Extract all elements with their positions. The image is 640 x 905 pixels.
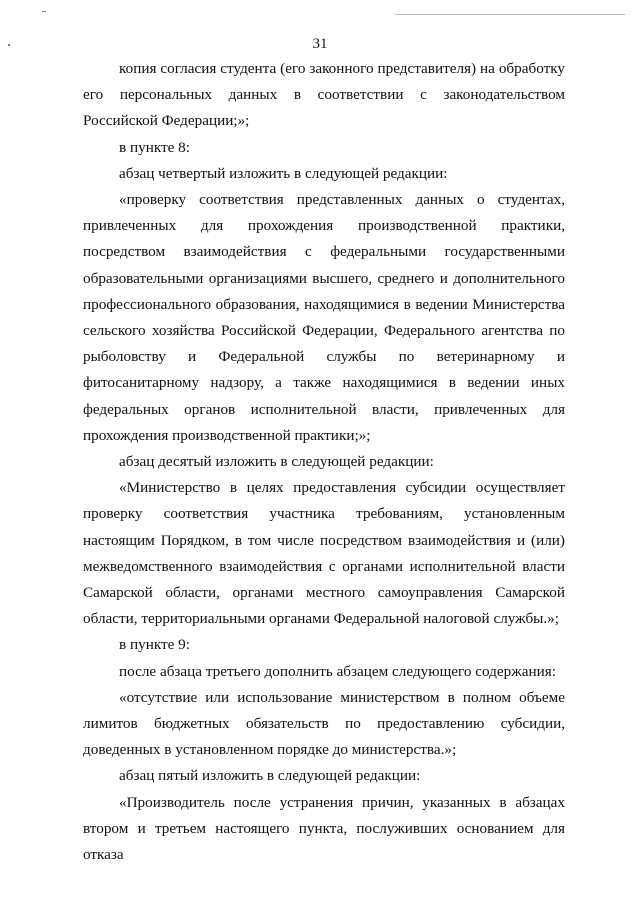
paragraph: «Министерство в целях предоставления субсидии осуществляет проверку соответствия участника требованиям, установленным настоящим Порядком, в том числе посредством взаимодействия и (или) межведомственного взаимодействия с органами исполнительной власти Самарской области, органами местного самоуправления Самарской области, территориальными органами Федеральной налоговой службы.»; (83, 479, 565, 628)
page-number: 31 (312, 36, 328, 52)
paragraph: абзац десятый изложить в следующей редакции: (119, 453, 434, 471)
paragraph: в пункте 9: (119, 636, 190, 654)
paragraph: «отсутствие или использование министерством в полном объеме лимитов бюджетных обязательств по предоставлению субсидии, доведенных в установленном порядке до министерства.»; (83, 688, 565, 759)
scan-artifact-line (42, 11, 46, 12)
paragraph: «Производитель после устранения причин, указанных в абзацах втором и третьем настоящего пункта, послуживших основанием для отказа (83, 793, 565, 864)
document-body (83, 56, 565, 868)
paragraph: абзац четвертый изложить в следующей редакции: (119, 164, 448, 182)
paragraph: копия согласия студента (его законного представителя) на обработку его персональных данных в соответствии с законодательством Российской Федерации;»; (83, 60, 565, 130)
paragraph: «проверку соответствия представленных данных о студентах, привлеченных для прохождения производственной практики, посредством взаимодействия с федеральными государственными образовательными организациями высшего, среднего и дополнительного профессионального образования, находящимися в ведении Министерства сельского хозяйства Российской Федерации, Федерального агентства по рыболовству и Федеральной службы по ветеринарному и фитосанитарному надзору, а также находящимися в ведении иных федеральных органов исполнительной власти, привлеченных для прохождения производственной практики;»; (83, 191, 565, 444)
paragraph: в пункте 8: (119, 138, 190, 156)
paragraph: после абзаца третьего дополнить абзацем следующего содержания: (119, 662, 556, 680)
scan-artifact-line (395, 14, 625, 15)
paragraph: абзац пятый изложить в следующей редакции: (119, 767, 421, 785)
